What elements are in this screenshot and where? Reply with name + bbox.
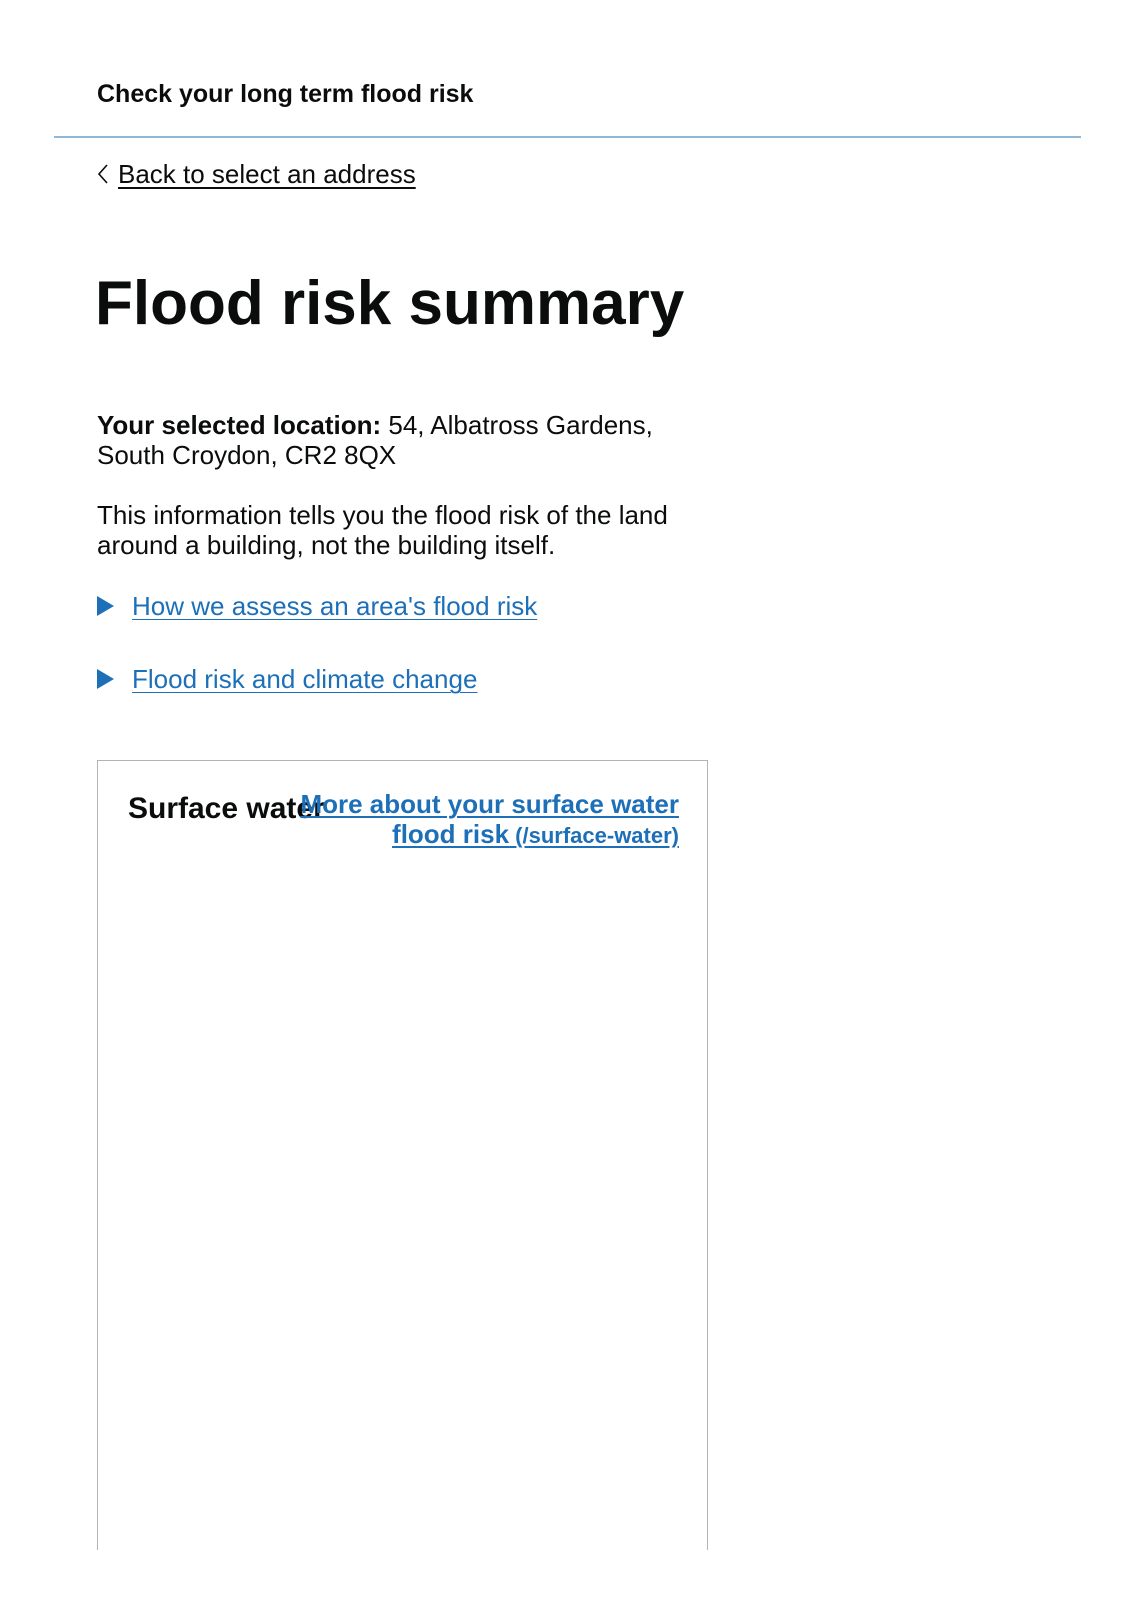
surface-water-link-label[interactable]: More about your surface water flood risk — [300, 789, 679, 849]
surface-water-link[interactable] — [259, 789, 679, 851]
back-link-label[interactable]: Back to select an address — [118, 159, 416, 189]
card-title: Surface water — [128, 792, 325, 825]
selected-location-label: Your selected location: — [97, 410, 382, 440]
details-summary-label[interactable]: How we assess an area's flood risk — [132, 591, 538, 621]
details-climate-change[interactable] — [97, 663, 477, 695]
chevron-left-icon — [97, 164, 108, 184]
triangle-right-icon[interactable] — [97, 596, 114, 616]
details-how-we-assess[interactable] — [97, 590, 537, 622]
selected-location-value: 54, Albatross Gardens, South Croydon, CR2 8QX — [97, 410, 653, 470]
surface-water-link-url[interactable]: (/surface-water) — [509, 823, 679, 848]
service-name[interactable]: Check your long term flood risk — [97, 80, 474, 108]
page-title: Flood risk summary — [95, 269, 685, 338]
surface-water-card — [97, 760, 708, 1550]
back-link[interactable] — [97, 158, 416, 190]
details-summary-label[interactable]: Flood risk and climate change — [132, 664, 478, 694]
triangle-right-icon[interactable] — [97, 669, 114, 689]
info-text: This information tells you the flood risk of the land around a building, not the building itself. — [97, 500, 668, 560]
header-divider — [54, 136, 1081, 138]
selected-location — [97, 410, 717, 470]
